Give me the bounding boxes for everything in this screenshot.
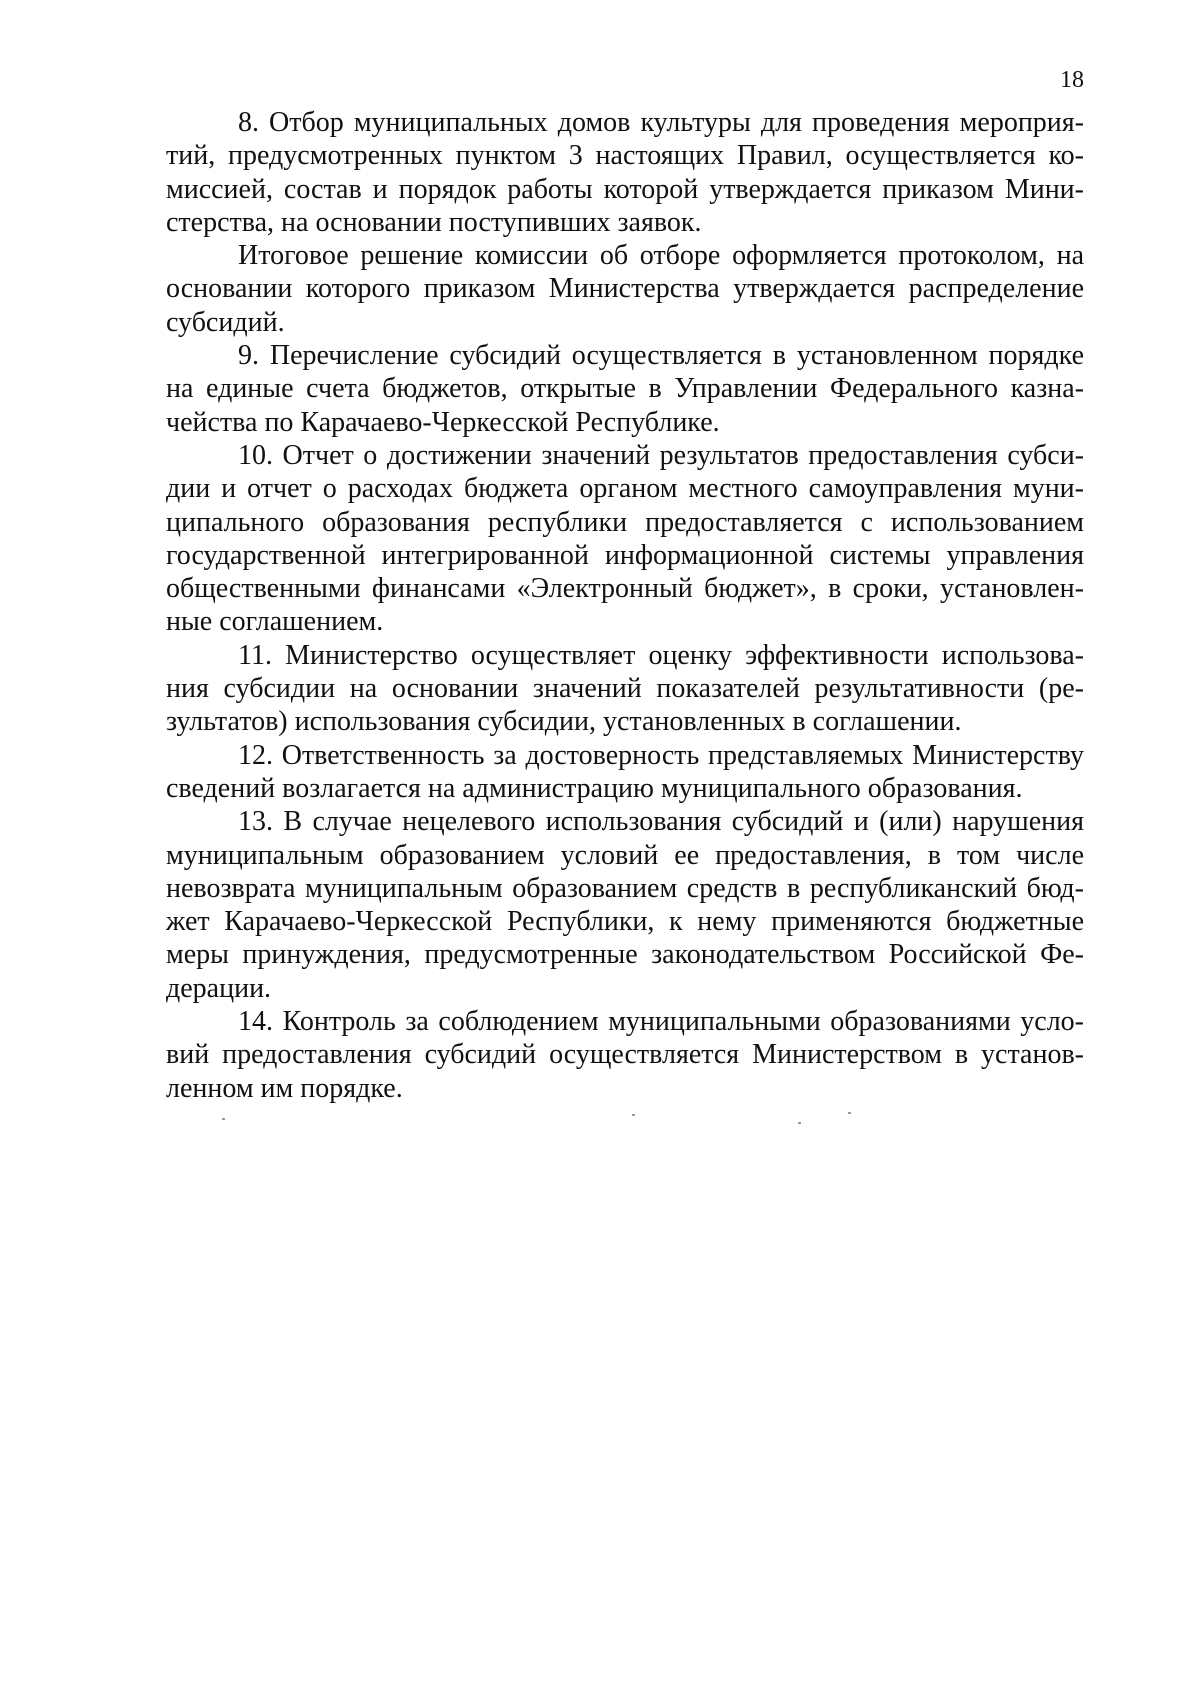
- paragraph-13: 13. В случае нецелевого использования субсидий и (или) нарушения муниципальным образованием условий ее предоставления, в том числе невозврата муниципальным образованием средств в республиканский бюджет Карачаево-Черкесской Республики, к нему применяются бюджетные меры принуждения, предусмотренные законодательством Российской Федерации.: [166, 806, 1084, 1004]
- paragraph-12: 12. Ответственность за достоверность представляемых Министерству сведений возлагается на администрацию муниципального образования.: [166, 739, 1084, 804]
- paragraph-8-decision: Итоговое решение комиссии об отборе оформляется протоколом, на основании которого приказом Министерства утверждается распределение субсидий.: [166, 240, 1084, 338]
- scan-artifact: [848, 1112, 851, 1114]
- scan-artifact: [222, 1118, 225, 1120]
- paragraph-9: 9. Перечисление субсидий осуществляется в установленном порядке на единые счета бюджетов, открытые в Управлении Федерального казначейства по Карачаево-Черкесской Республике.: [166, 340, 1084, 438]
- page-number: 18: [1060, 67, 1084, 93]
- document-body: [166, 106, 1084, 1105]
- scan-artifact: [632, 1114, 635, 1116]
- scan-artifact: [798, 1122, 801, 1124]
- paragraph-11: 11. Министерство осуществляет оценку эффективности использования субсидии на основании значений показателей результативности (результатов) использования субсидии, установленных в соглашении.: [166, 639, 1084, 738]
- paragraph-14: 14. Контроль за соблюдением муниципальными образованиями условий предоставления субсидий осуществляется Министерством в установленном им порядке.: [166, 1006, 1084, 1104]
- paragraph-8: 8. Отбор муниципальных домов культуры для проведения мероприятий, предусмотренных пунктом 3 настоящих Правил, осуществляется комиссией, состав и порядок работы которой утверждается приказом Министерства, на основании поступивших заявок.: [166, 107, 1084, 238]
- paragraph-10: 10. Отчет о достижении значений результатов предоставления субсидии и отчет о расходах бюджета органом местного самоуправления муниципального образования республики предоставляется с использованием государственной интегрированной информационной системы управления общественными финансами «Электронный бюджет», в сроки, установленные соглашением.: [166, 439, 1084, 638]
